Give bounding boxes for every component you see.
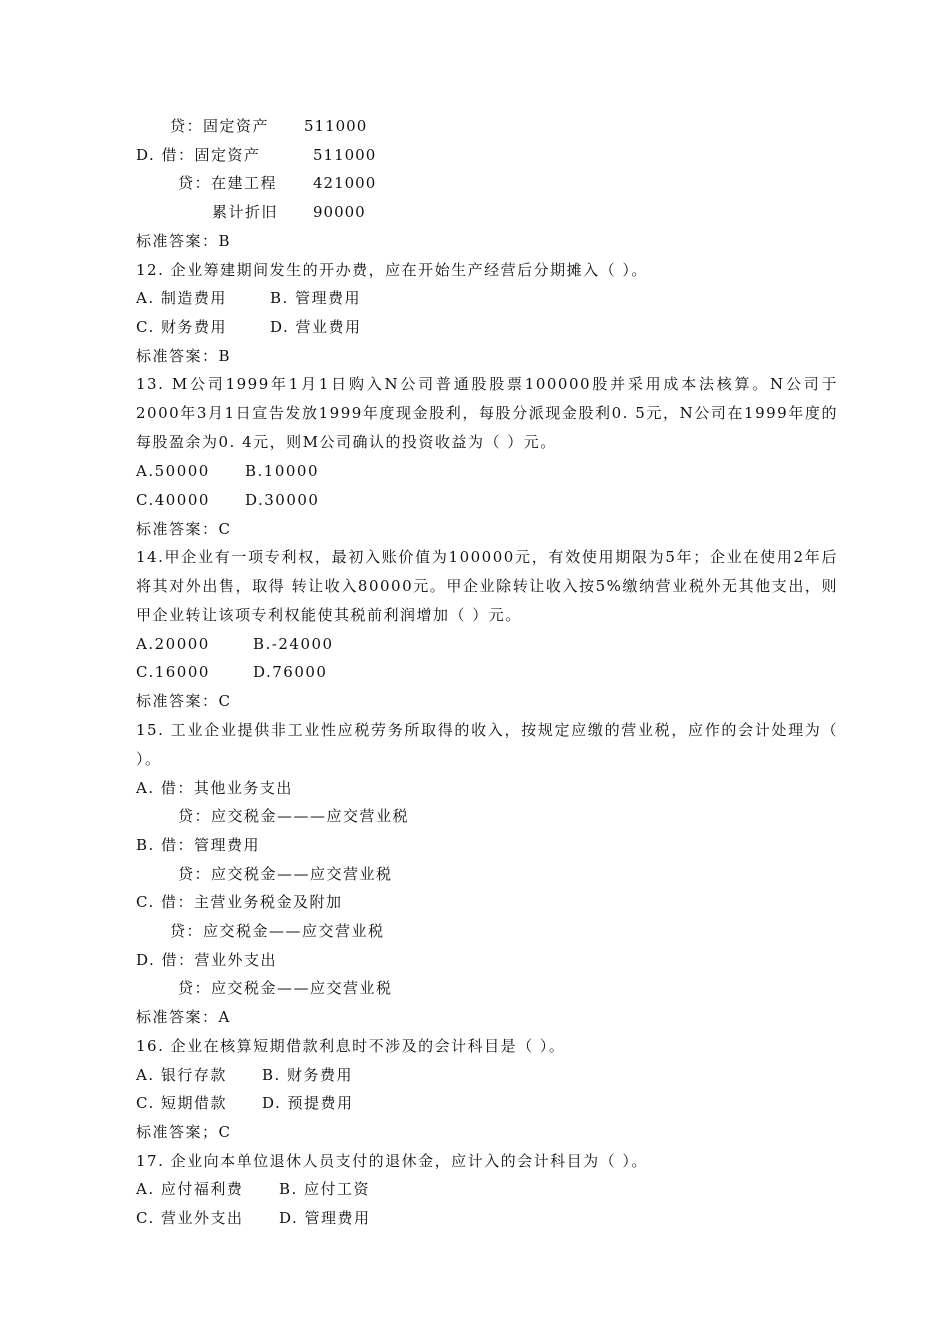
q13-option-d: D.30000 bbox=[245, 491, 320, 509]
q15-option-b-debit: B. 借：管理费用 bbox=[136, 836, 261, 854]
q12-option-d: D. 营业费用 bbox=[270, 318, 362, 336]
q16-answer: 标准答案；C bbox=[136, 1123, 232, 1141]
q14-answer: 标准答案：C bbox=[136, 692, 232, 710]
prev-option-c-credit-amount: 511000 bbox=[304, 117, 368, 135]
q17-option-b: B. 应付工资 bbox=[279, 1180, 371, 1198]
q14-option-a: A.20000 bbox=[136, 635, 210, 653]
q12-option-c: C. 财务费用 bbox=[136, 318, 227, 336]
q12-answer: 标准答案：B bbox=[136, 347, 232, 365]
q15-option-d-credit: 贷：应交税金——应交营业税 bbox=[178, 979, 393, 997]
q13-option-b: B.10000 bbox=[245, 462, 320, 480]
q17-question: 17. 企业向本单位退休人员支付的退休金，应计入的会计科目为（ ）。 bbox=[136, 1152, 648, 1170]
q16-option-d: D. 预提费用 bbox=[262, 1094, 354, 1112]
q17-option-d: D. 管理费用 bbox=[279, 1209, 371, 1227]
prev-option-d-credit-2-amount: 90000 bbox=[313, 203, 366, 221]
prev-option-d-debit-amount: 511000 bbox=[313, 146, 377, 164]
q13-option-c: C.40000 bbox=[136, 491, 210, 509]
q13-answer: 标准答案：C bbox=[136, 520, 232, 538]
q13-option-a: A.50000 bbox=[136, 462, 210, 480]
q16-option-c: C. 短期借款 bbox=[136, 1094, 227, 1112]
prev-option-d-credit-1: 贷：在建工程 bbox=[178, 174, 278, 192]
prev-answer: 标准答案：B bbox=[136, 232, 232, 250]
q14-option-c: C.16000 bbox=[136, 663, 210, 681]
q15-option-d-debit: D. 借：营业外支出 bbox=[136, 951, 278, 969]
q17-option-a: A. 应付福利费 bbox=[136, 1180, 244, 1198]
q16-option-b: B. 财务费用 bbox=[262, 1066, 354, 1084]
q15-option-a-credit: 贷：应交税金———应交营业税 bbox=[178, 807, 410, 825]
q15-option-c-credit: 贷：应交税金——应交营业税 bbox=[170, 922, 385, 940]
q17-option-c: C. 营业外支出 bbox=[136, 1209, 244, 1227]
q16-option-a: A. 银行存款 bbox=[136, 1066, 227, 1084]
q13-question: 13. M公司1999年1月1日购入N公司普通股股票100000股并采用成本法核算。N公司于2000年3月1日宣告发放1999年度现金股利，每股分派现金股利0. 5元，N公司在1999年度的每股盈余为0. 4元，则M公司确认的投资收益为（ ）元。 bbox=[136, 375, 838, 451]
prev-option-d-credit-2: 累计折旧 bbox=[212, 203, 279, 221]
q12-option-a: A. 制造费用 bbox=[136, 289, 227, 307]
prev-option-d-credit-1-amount: 421000 bbox=[313, 174, 377, 192]
q15-option-a-debit: A. 借：其他业务支出 bbox=[136, 779, 293, 797]
q15-answer: 标准答案：A bbox=[136, 1008, 231, 1026]
q14-option-d: D.76000 bbox=[253, 663, 328, 681]
q16-question: 16. 企业在核算短期借款利息时不涉及的会计科目是（ ）。 bbox=[136, 1037, 566, 1055]
q15-option-c-debit: C. 借：主营业务税金及附加 bbox=[136, 893, 343, 911]
q12-option-b: B. 管理费用 bbox=[270, 289, 362, 307]
prev-option-d-debit: D. 借：固定资产 bbox=[136, 146, 261, 164]
q12-question: 12. 企业筹建期间发生的开办费，应在开始生产经营后分期摊入（ ）。 bbox=[136, 261, 648, 279]
q15-option-b-credit: 贷：应交税金——应交营业税 bbox=[178, 865, 393, 883]
q14-option-b: B.-24000 bbox=[253, 635, 334, 653]
prev-option-c-credit: 贷：固定资产 bbox=[170, 117, 270, 135]
q14-question: 14.甲企业有一项专利权，最初入账价值为100000元，有效使用期限为5年；企业在使用2年后将其对外出售，取得 转让收入80000元。甲企业除转让收入按5%缴纳营业税外无其他支出，则甲企业转让该项专利权能使其税前利润增加（ ）元。 bbox=[136, 548, 838, 624]
q15-question: 15. 工业企业提供非工业性应税劳务所取得的收入，按规定应缴的营业税，应作的会计处理为（ ）。 bbox=[136, 721, 838, 768]
